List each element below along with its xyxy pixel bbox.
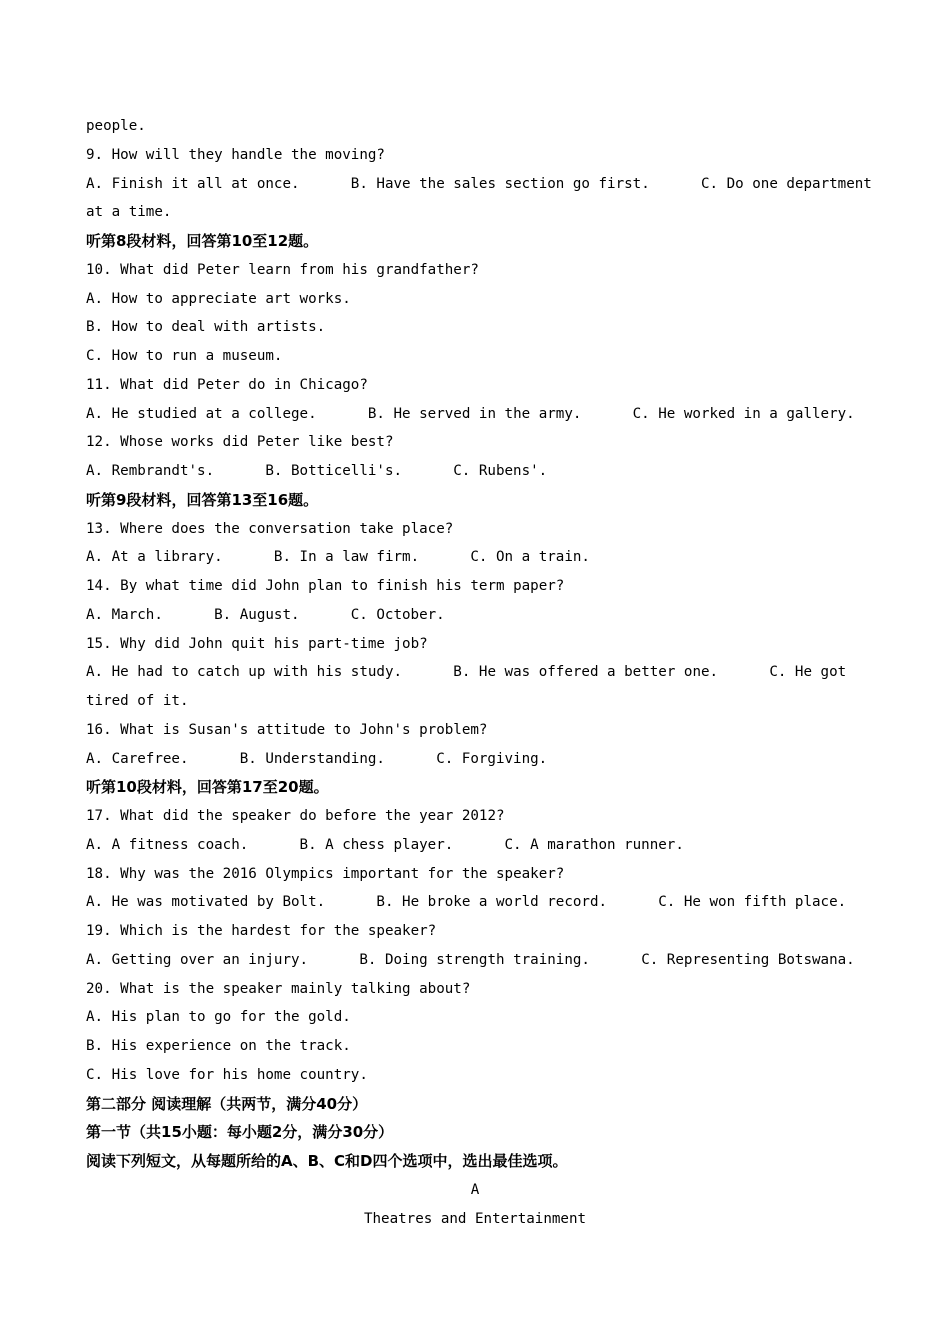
- question-text: 20. What is the speaker mainly talking about?: [86, 980, 471, 997]
- answer-options-row: [86, 400, 876, 429]
- text-line: B. How to deal with artists.: [86, 319, 326, 336]
- answer-option: C. On a train.: [470, 549, 590, 566]
- text-line: B. His experience on the track.: [86, 1038, 351, 1054]
- section-heading: 听第9段材料，回答第13至16题。: [86, 490, 319, 509]
- text-line: people.: [86, 118, 146, 134]
- answer-options-row: [86, 457, 876, 486]
- answer-option: B. In a law firm.: [273, 549, 420, 566]
- text-line: at a time.: [86, 204, 172, 221]
- answer-option: A. Finish it all at once.: [86, 175, 300, 192]
- answer-option: C. Forgiving.: [436, 750, 548, 767]
- answer-option: C. A marathon runner.: [504, 836, 684, 853]
- text-line: C. How to run a museum.: [86, 348, 283, 364]
- text-line: A. How to appreciate art works.: [86, 290, 351, 307]
- text-line: A. His plan to go for the gold.: [86, 1009, 351, 1026]
- question-text: 9. How will they handle the moving?: [86, 146, 385, 163]
- answer-option: B. Botticelli's.: [265, 463, 403, 479]
- answer-option: B. He was offered a better one.: [453, 664, 719, 681]
- answer-option: C. Do one department: [700, 175, 872, 192]
- answer-option: B. He broke a world record.: [376, 894, 608, 911]
- question-text: 11. What did Peter do in Chicago?: [86, 376, 368, 393]
- answer-option: A. At a library.: [86, 549, 223, 566]
- answer-option: B. August.: [214, 606, 300, 623]
- answer-option: B. Doing strength training.: [359, 951, 590, 968]
- answer-options-row: [86, 831, 876, 860]
- answer-options-row: [86, 170, 876, 199]
- passage-title: Theatres and Entertainment: [363, 1210, 587, 1227]
- section-heading: 阅读下列短文，从每题所给的A、B、C和D四个选项中，选出最佳选项。: [86, 1152, 568, 1170]
- question-text: 19. Which is the hardest for the speaker?: [86, 923, 437, 939]
- document-page: [86, 112, 876, 1233]
- answer-option: A. March.: [86, 606, 163, 623]
- answer-options-row: [86, 745, 876, 774]
- answer-options-row: [86, 888, 876, 917]
- text-line: tired of it.: [86, 693, 189, 709]
- answer-option: A. He had to catch up with his study.: [86, 664, 403, 681]
- answer-option: A. Rembrandt's.: [86, 463, 215, 479]
- question-text: 17. What did the speaker do before the year 2012?: [86, 808, 505, 824]
- question-text: 14. By what time did John plan to finish his term paper?: [86, 578, 565, 594]
- answer-option: B. He served in the army.: [367, 405, 582, 422]
- question-text: 18. Why was the 2016 Olympics important for the speaker?: [86, 865, 565, 882]
- answer-option: B. A chess player.: [299, 836, 454, 853]
- answer-option: C. Representing Botswana.: [641, 951, 855, 968]
- answer-option: A. Getting over an injury.: [86, 951, 309, 968]
- answer-option: C. Rubens'.: [453, 463, 548, 479]
- section-heading: 听第8段材料，回答第10至12题。: [86, 232, 319, 250]
- question-text: 10. What did Peter learn from his grandfather?: [86, 261, 479, 278]
- question-text: 16. What is Susan's attitude to John's problem?: [86, 721, 488, 738]
- section-heading: 第一节（共15小题：每小题2分，满分30分）: [86, 1123, 394, 1142]
- answer-option: B. Have the sales section go first.: [350, 175, 650, 192]
- question-text: 12. Whose works did Peter like best?: [86, 434, 394, 451]
- question-text: 13. Where does the conversation take place?: [86, 520, 454, 537]
- answer-option: A. A fitness coach.: [86, 836, 249, 853]
- section-heading: 第二部分 阅读理解（共两节，满分40分）: [86, 1094, 368, 1113]
- answer-option: C. He won fifth place.: [658, 894, 847, 911]
- answer-options-row: [86, 543, 876, 572]
- answer-option: A. He studied at a college.: [86, 405, 317, 422]
- question-text: 15. Why did John quit his part-time job?: [86, 635, 428, 652]
- passage-title: A: [470, 1181, 480, 1198]
- answer-options-row: [86, 658, 876, 687]
- answer-option: A. Carefree.: [86, 750, 189, 767]
- answer-options-row: [86, 601, 876, 630]
- text-line: C. His love for his home country.: [86, 1066, 368, 1083]
- answer-option: B. Understanding.: [239, 750, 385, 767]
- answer-option: C. October.: [350, 606, 445, 623]
- answer-option: C. He worked in a gallery.: [632, 405, 855, 422]
- answer-options-row: [86, 946, 876, 975]
- section-heading: 听第10段材料，回答第17至20题。: [86, 778, 329, 797]
- answer-option: C. He got: [769, 664, 847, 681]
- answer-option: A. He was motivated by Bolt.: [86, 894, 326, 911]
